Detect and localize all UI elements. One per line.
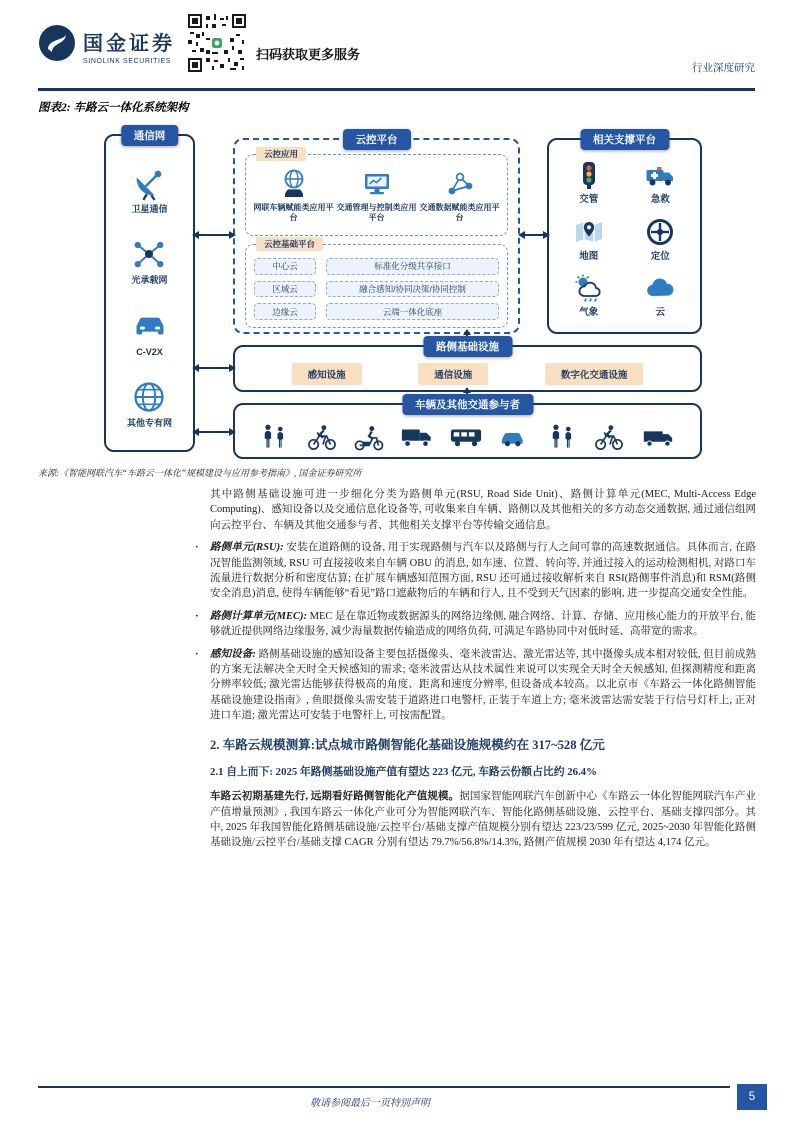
paragraph-lead: 车路云初期基建先行, 远期看好路侧智能化产值规模。 xyxy=(210,791,460,803)
section-2-heading: 2. 车路云规模测算:试点城市路侧智能化基础设施规模约在 317~528 亿元 xyxy=(210,737,605,752)
connected-car-icon xyxy=(278,168,310,200)
bullet-mec-text: MEC 是在靠近物或数据源头的网络边缘侧, 融合网络、计算、存储、应用核心能力的开放平台, 能够就近提供网络边缘服务, 减少海量数据传输造成的网络负荷, 可满足车路协同中对低时延、高带宽的需求。 xyxy=(210,610,756,638)
bullet-perception-term: 感知设备: xyxy=(210,648,256,660)
cloud-icon xyxy=(644,272,676,304)
bullet-mec xyxy=(195,609,756,640)
compass-icon xyxy=(644,216,676,248)
roadside-item-communication: 通信设施 xyxy=(418,363,488,385)
comm-network-items xyxy=(106,136,193,450)
bullet-rsu-term: 路侧单元(RSU): xyxy=(210,542,284,554)
roadside-box xyxy=(233,341,702,392)
figure-source: 来源:《智能网联汽车“车路云一体化”规模建设与应用参考指南》, 国金证券研究所 xyxy=(38,468,362,478)
footer-divider xyxy=(38,1086,730,1088)
bullet-perception-text: 路侧基础设施的感知设备主要包括摄像头、毫米波雷达、激光雷达等, 其中摄像头成本相对较低, 但目前成熟的方案无法解决全天时全天候感知的需求; 毫米波雷达从技术属性来说可以实现全天时全天候感知, 但探测精度和距离分辨率较低; 激光雷达能够获得极高的角度、距离和速度分辨率, 但设备成本较高。以北京市《车路云一体化路侧智能基础设施建设指南》, 鱼眼摄像头需安装于道路进口电警杆, 正装于车道上方; 毫米波雷达需安装于行信号灯杆上, 正对进口车道; 激光雷达可安装于电警杆上, 可按需配置。 xyxy=(210,648,757,722)
cloud-app-item-label: 网联车辆赋能类应用平台 xyxy=(253,203,334,222)
comm-item-label: 其他专有网 xyxy=(126,417,172,428)
body-text xyxy=(195,487,757,858)
support-item-label: 定位 xyxy=(650,250,670,262)
roadside-item-perception: 感知设施 xyxy=(292,363,362,385)
ambulance-icon xyxy=(644,159,676,191)
support-item-label: 急救 xyxy=(650,193,670,205)
cloud-base-center-cloud: 中心云 xyxy=(254,258,316,275)
page-number: 5 xyxy=(737,1084,767,1110)
globe-icon xyxy=(131,379,167,415)
cloud-app-item-vehicle xyxy=(252,168,335,223)
scooter-icon xyxy=(353,423,385,451)
data-nodes-icon xyxy=(444,168,476,200)
paragraph-rest: 据国家智能网联汽车创新中心《车路云一体化智能网联汽车产业产值增量预测》, 我国车路云一体化产业可分为智能网联汽车、智能化路侧基础设施、云控平台、基础支撑四部分。其中, 2025 年我国智能化路侧基础设施/云控平台/基础支撑产值规模分别有望达 223/23/599 亿元, 2025~2030 年智能化路侧基础设施/云控平台/基础支撑 CAGR 分别有望达 79.7%/56.8%/14.3%, 路侧产值规模 2030 年有望达 4,174 亿元。 xyxy=(210,791,757,849)
cloud-base-region-cloud: 区域云 xyxy=(254,281,316,298)
support-item-label: 交管 xyxy=(579,193,599,205)
support-item-positioning xyxy=(644,216,676,263)
intro-paragraph: 其中路侧基础设施可进一步细化分类为路侧单元(RSU, Road Side Unit)、路侧计算单元(MEC, Multi-Access Edge Computing)、感知设备以及交通信息化设备等, 可收集来自车辆、路侧以及其他相关的多方动态交通数据, 通过通信组网向云控平台、车辆及其他交通参与者、其他相关支撑平台等传输交通信息。 xyxy=(210,489,756,531)
comm-item-label: 光承载网 xyxy=(131,275,168,286)
pedestrians-icon xyxy=(548,423,578,451)
logo-chinese-name: 国金证券 xyxy=(83,32,175,55)
bullet-rsu xyxy=(195,540,757,602)
bullet-marker: · xyxy=(195,542,199,554)
cloud-app-item-traffic-mgmt xyxy=(335,168,418,223)
car-icon xyxy=(132,308,168,344)
pedestrians-icon xyxy=(260,423,290,451)
section-2-1-heading: 2.1 自上而下: 2025 年路侧基础设施产值有望达 223 亿元, 车路云份额占比约 26.4% xyxy=(210,765,597,778)
footer-disclaimer: 敬请参阅最后一页特别声明 xyxy=(310,1098,430,1109)
cloud-base-foundation: 云端一体化底座 xyxy=(326,303,499,320)
comm-item-satellite xyxy=(131,165,167,215)
cloud-base-edge-cloud: 边缘云 xyxy=(254,303,316,320)
figure-title: 图表2: 车路云一体化系统架构 xyxy=(38,102,189,114)
section-2-1-paragraph xyxy=(210,789,756,851)
qr-code xyxy=(188,14,246,77)
bullet-rsu-text: 安装在道路侧的设备, 用于实现路侧与汽车以及路侧与行人之间可靠的高速数据通信。具体而言, 在路况智能监测领域, RSU 可直接接收来自车辆 OBU 的消息, 如车速、位置、转向等, 并通过接入的运动检测相机, 对路口车流量进行数据分析和密度估算; 在扩展车辆感知范围方面, RSU 还可通过接收解析来自 RSI(路侧事件消息)和 RSM(路侧安全消息)消息, 使得车辆能够“看见”路口遮蔽物后的车辆和行人, 且不受到天气因素的影响, 进一步提高交通安全性能。 xyxy=(210,542,757,600)
support-item-label: 云 xyxy=(655,307,665,319)
arrow-cloud-support xyxy=(525,234,543,236)
comm-item-label: C-V2X xyxy=(136,346,163,357)
satellite-dish-icon xyxy=(131,165,167,201)
comm-item-label: 卫星通信 xyxy=(131,204,168,214)
traffic-light-icon xyxy=(573,159,605,191)
cloud-app-item-label: 交通管理与控制类应用平台 xyxy=(336,203,417,222)
support-item-label: 气象 xyxy=(579,307,599,319)
map-icon xyxy=(573,216,605,248)
support-item-weather xyxy=(573,272,605,319)
car-icon xyxy=(499,423,533,451)
support-platform-title: 相关支撑平台 xyxy=(580,129,669,150)
qr-caption: 扫码获取更多服务 xyxy=(256,47,361,62)
van-icon xyxy=(641,423,675,451)
bullet-marker: · xyxy=(195,648,199,660)
cloud-base-label: 云控基础平台 xyxy=(256,237,323,251)
cloud-app-label: 云控应用 xyxy=(256,147,306,161)
report-type-label: 行业深度研究 xyxy=(692,62,755,74)
roadside-title: 路侧基础设施 xyxy=(423,336,512,357)
comm-item-other-network xyxy=(127,379,172,429)
comm-network-box xyxy=(104,130,195,452)
page-header xyxy=(38,12,755,86)
bullet-mec-term: 路侧计算单元(MEC): xyxy=(210,610,307,622)
support-item-label: 地图 xyxy=(579,250,599,262)
figure-diagram xyxy=(0,122,793,466)
header-divider xyxy=(38,88,755,91)
support-platform-box xyxy=(547,134,702,334)
support-item-map xyxy=(573,216,605,263)
cloud-base-fusion: 融合感知/协同决策/协同控制 xyxy=(326,281,499,298)
cloud-app-item-label: 交通数据赋能类应用平台 xyxy=(419,203,500,222)
bullet-perception xyxy=(195,647,757,724)
comm-item-cv2x xyxy=(132,308,168,358)
monitor-icon xyxy=(361,168,393,200)
cloud-app-item-traffic-data xyxy=(418,168,501,223)
roadside-item-digital-traffic: 数字化交通设施 xyxy=(545,363,644,385)
logo-text xyxy=(83,27,175,65)
sinolink-logo-icon xyxy=(38,24,76,67)
support-item-cloud xyxy=(644,272,676,319)
arrow-comm-cloud xyxy=(199,234,229,236)
cloud-base-interface: 标准化分级共享接口 xyxy=(326,258,499,275)
comm-item-optical xyxy=(131,236,167,286)
cyclist-icon xyxy=(306,423,338,451)
support-item-traffic-police xyxy=(573,159,605,206)
arrow-comm-participants xyxy=(199,431,229,433)
truck-icon xyxy=(400,423,434,451)
participants-title: 车辆及其他交通参与者 xyxy=(402,394,533,415)
cloud-platform-title: 云控平台 xyxy=(343,129,411,150)
comm-network-title: 通信网 xyxy=(121,125,179,146)
support-item-ambulance xyxy=(644,159,676,206)
cyclist-icon xyxy=(593,423,625,451)
sinolink-logo xyxy=(38,24,175,67)
bus-icon xyxy=(449,423,483,451)
cloud-app-section xyxy=(245,149,508,236)
cloud-platform-box xyxy=(233,134,520,334)
cloud-base-section xyxy=(245,239,508,328)
optical-network-icon xyxy=(131,236,167,272)
logo-english-name: SINOLINK SECURITIES xyxy=(83,57,172,65)
arrow-comm-roadside xyxy=(199,367,229,369)
bullet-marker: · xyxy=(195,610,199,622)
participants-box xyxy=(233,399,702,459)
weather-icon xyxy=(573,272,605,304)
